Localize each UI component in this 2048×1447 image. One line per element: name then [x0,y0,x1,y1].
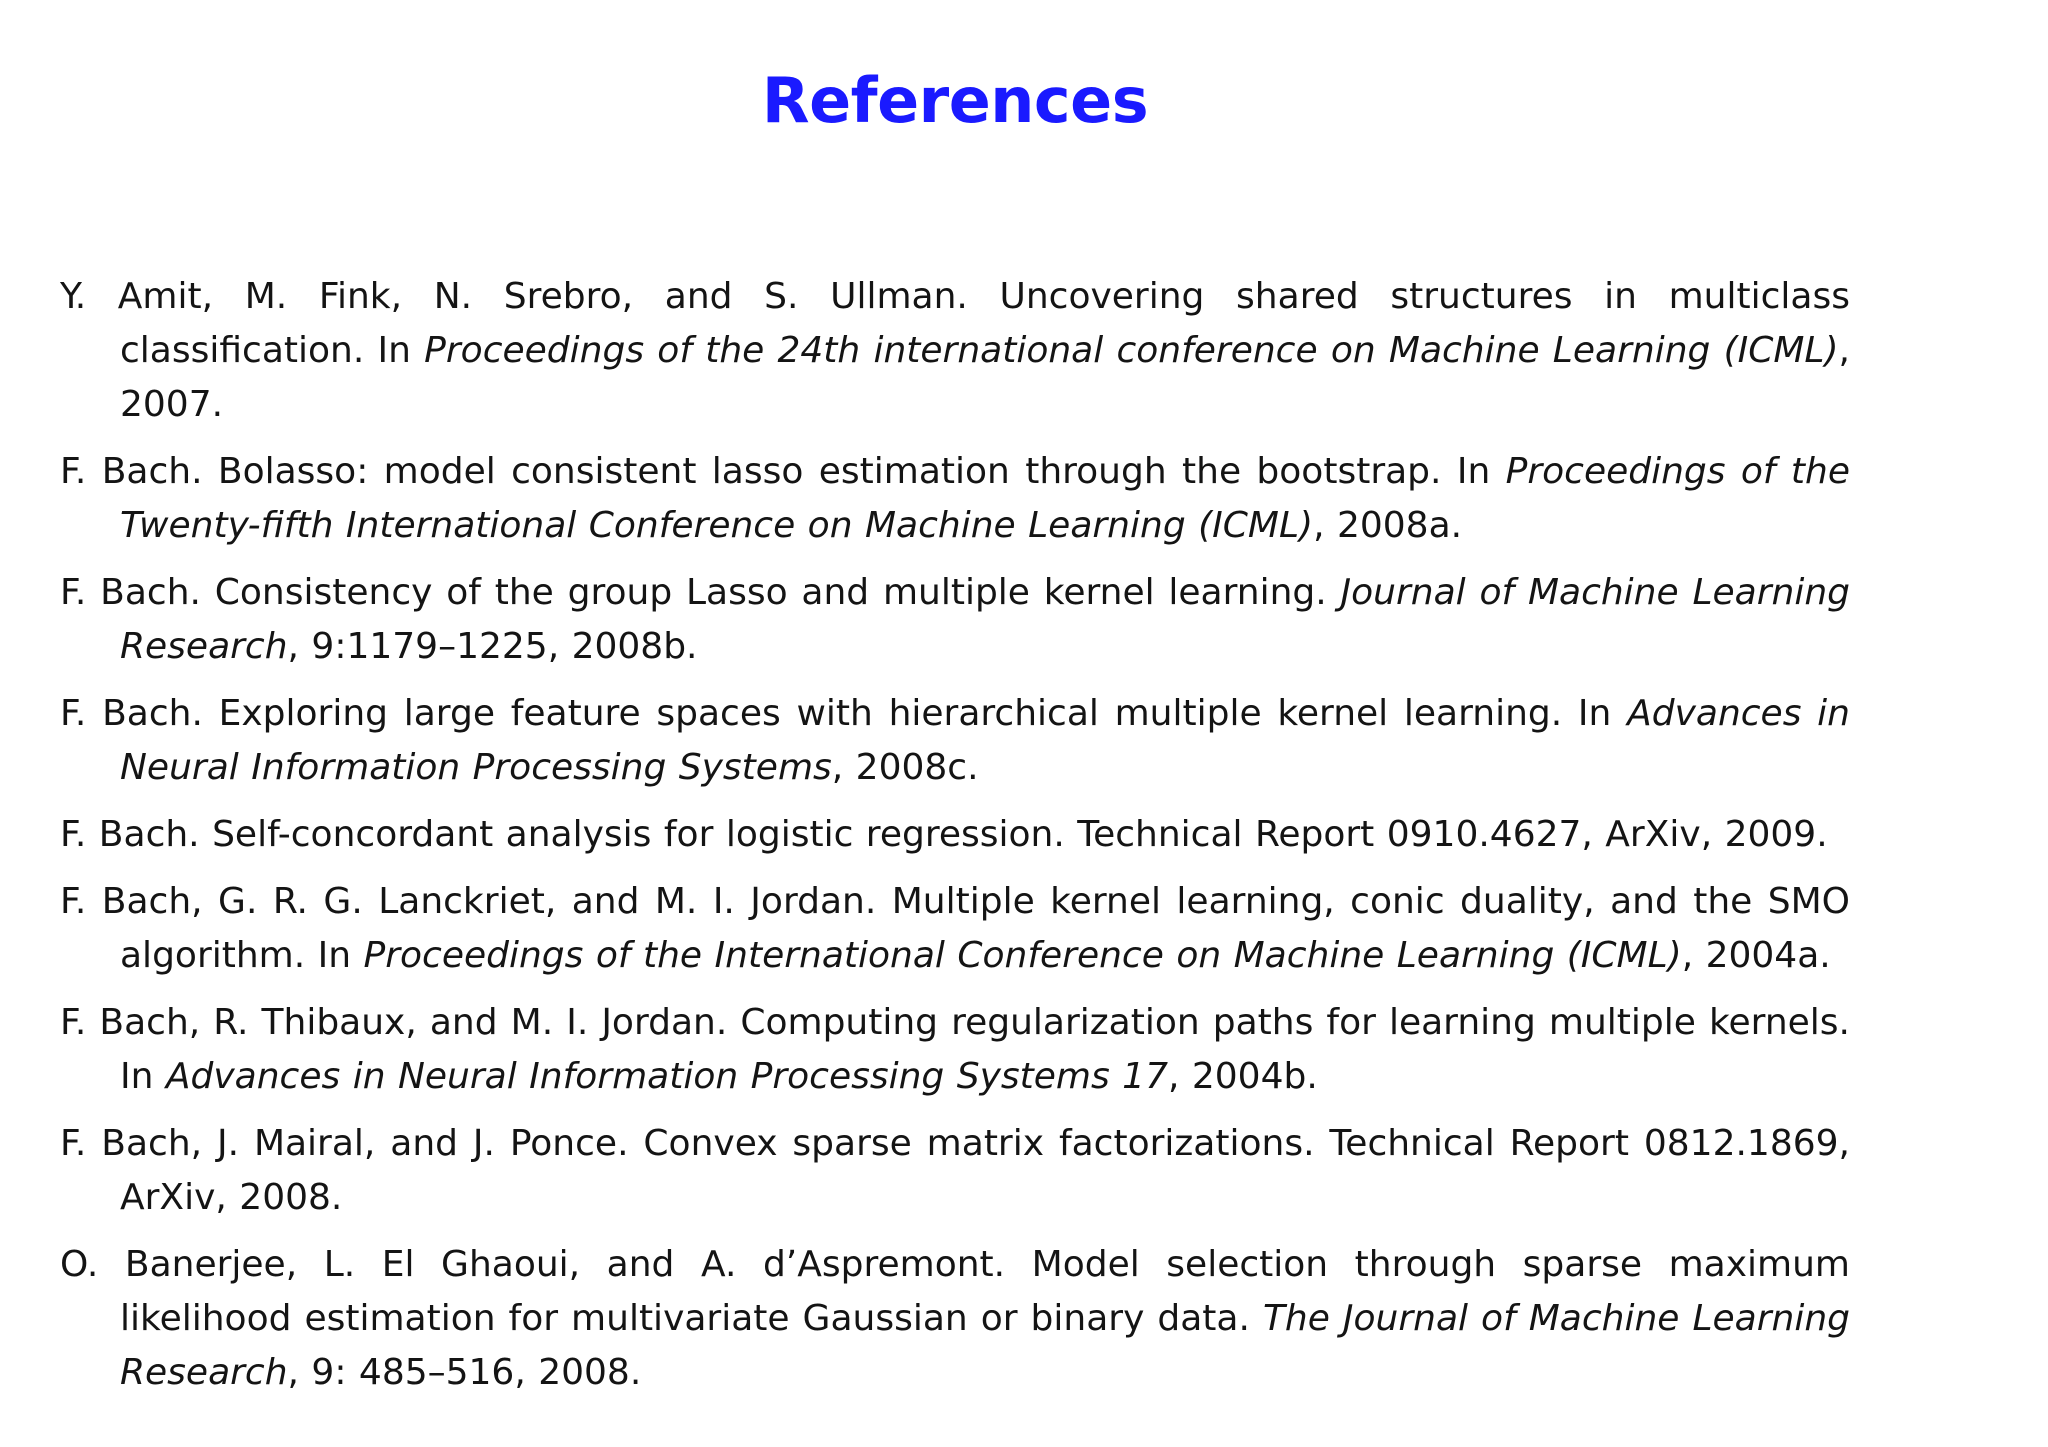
reference-venue: Advances in Neural Information Processing Systems [120,693,1850,788]
reference-details: , 9: 485–516, 2008. [287,1352,642,1393]
reference-details: , 2004a. [1681,935,1831,976]
reference-item [60,996,1850,1104]
reference-item [60,1117,1850,1225]
reference-details: , 2004b. [1167,1056,1318,1097]
reference-venue: Proceedings of the 24th international conference on Machine Learning (ICML) [424,330,1839,371]
reference-text: O. Banerjee, L. El Ghaoui, and A. d’Aspremont. Model selection through sparse maximum likelihood estimation for multivariate Gaussian or binary data. [60,1244,1850,1339]
reference-text: F. Bach, J. Mairal, and J. Ponce. Convex sparse matrix factorizations. Technical Report 0812.1869, ArXiv, 2008. [60,1123,1850,1218]
reference-venue: Proceedings of the Twenty-fifth International Conference on Machine Learning (ICML) [120,451,1850,546]
reference-item [60,875,1850,983]
reference-item [60,808,1850,862]
reference-details: , 2008a. [1313,505,1463,546]
reference-item [60,445,1850,553]
reference-text: F. Bach, G. R. G. Lanckriet, and M. I. Jordan. Multiple kernel learning, conic duality, and the SMO algorithm. In [60,881,1850,976]
reference-list [60,270,1850,1413]
reference-text: F. Bach. Bolasso: model consistent lasso estimation through the bootstrap. In [60,451,1506,492]
reference-item [60,566,1850,674]
reference-venue: Journal of Machine Learning Research [120,572,1850,667]
reference-text: F. Bach. Consistency of the group Lasso and multiple kernel learning. [60,572,1341,613]
reference-venue: The Journal of Machine Learning Research [120,1298,1850,1393]
reference-item [60,687,1850,795]
page-title: References [761,64,1149,137]
reference-text: Y. Amit, M. Fink, N. Srebro, and S. Ullman. Uncovering shared structures in multiclass classification. In [60,276,1850,371]
reference-item [60,1238,1850,1400]
reference-text: F. Bach. Self-concordant analysis for logistic regression. Technical Report 0910.4627, ArXiv, 2009. [60,814,1828,855]
reference-venue: Advances in Neural Information Processing Systems 17 [165,1056,1168,1097]
reference-details: , 2007. [120,330,1850,425]
reference-venue: Proceedings of the International Conference on Machine Learning (ICML) [363,935,1682,976]
reference-details: , 9:1179–1225, 2008b. [287,626,698,667]
reference-text: F. Bach. Exploring large feature spaces with hierarchical multiple kernel learning. In [60,693,1628,734]
reference-text: F. Bach, R. Thibaux, and M. I. Jordan. Computing regularization paths for learning multiple kernels. In [60,1002,1850,1097]
reference-item [60,270,1850,432]
reference-details: , 2008c. [831,747,979,788]
